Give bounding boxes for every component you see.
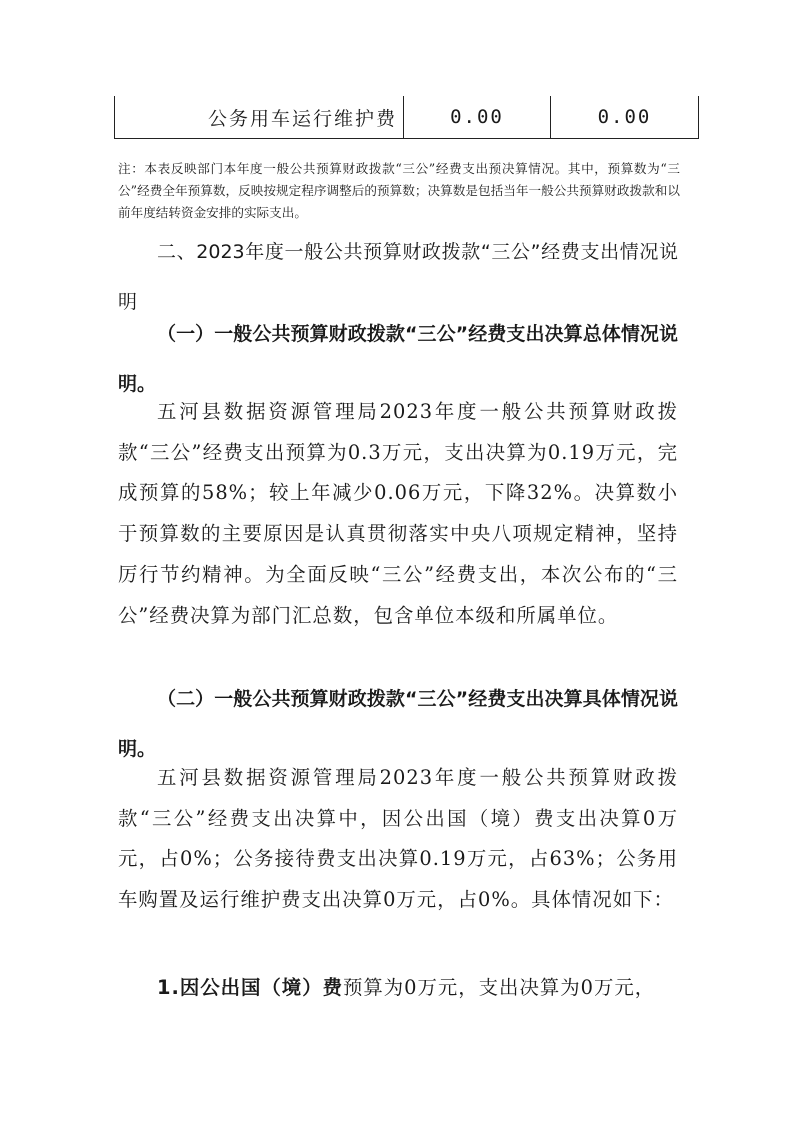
table-note: 注：本表反映部门本年度一般公共预算财政拨款“三公”经费支出预决算情况。其中，预算数为“三公”经费全年预算数，反映按规定程序调整后的预算数；决算数是包括当年一般公共预算财政拨款和以前年度结转资金安排的实际支出。: [118, 161, 680, 220]
expense-table-fragment: [114, 96, 699, 139]
table-row-label: 公务用车运行维护费: [115, 96, 404, 138]
table-final-value: 0.00: [597, 106, 652, 128]
item-1-paragraph: [118, 968, 678, 1008]
subsection-1-body: 五河县数据资源管理局2023年度一般公共预算财政拨款“三公”经费支出预算为0.3万元，支出决算为0.19万元，完成预算的58%；较上年减少0.06万元，下降32%。决算数小于预算数的主要原因是认真贯彻落实中央八项规定精神，坚持厉行节约精神。为全面反映“三公”经费支出，本次公布的“三公”经费决算为部门汇总数，包含单位本级和所属单位。: [118, 400, 678, 627]
table-budget-value: 0.00: [404, 96, 551, 138]
subsection-1-heading: （一）一般公共预算财政拨款“三公”经费支出决算总体情况说明。: [118, 323, 678, 395]
item-1-text: 预算为0万元，支出决算为0万元，: [342, 976, 656, 999]
subsection-2-heading: （二）一般公共预算财政拨款“三公”经费支出决算具体情况说明。: [118, 688, 678, 760]
section-heading: 二、2023年度一般公共预算财政拨款“三公”经费支出情况说明: [118, 241, 678, 313]
subsection-2-body: 五河县数据资源管理局2023年度一般公共预算财政拨款“三公”经费支出决算中，因公出国（境）费支出决算0万元，占0%；公务接待费支出决算0.19万元，占63%；公务用车购置及运行维护费支出决算0万元，占0%。具体情况如下：: [118, 766, 678, 912]
item-1-label: 1.因公出国（境）费: [157, 976, 343, 999]
